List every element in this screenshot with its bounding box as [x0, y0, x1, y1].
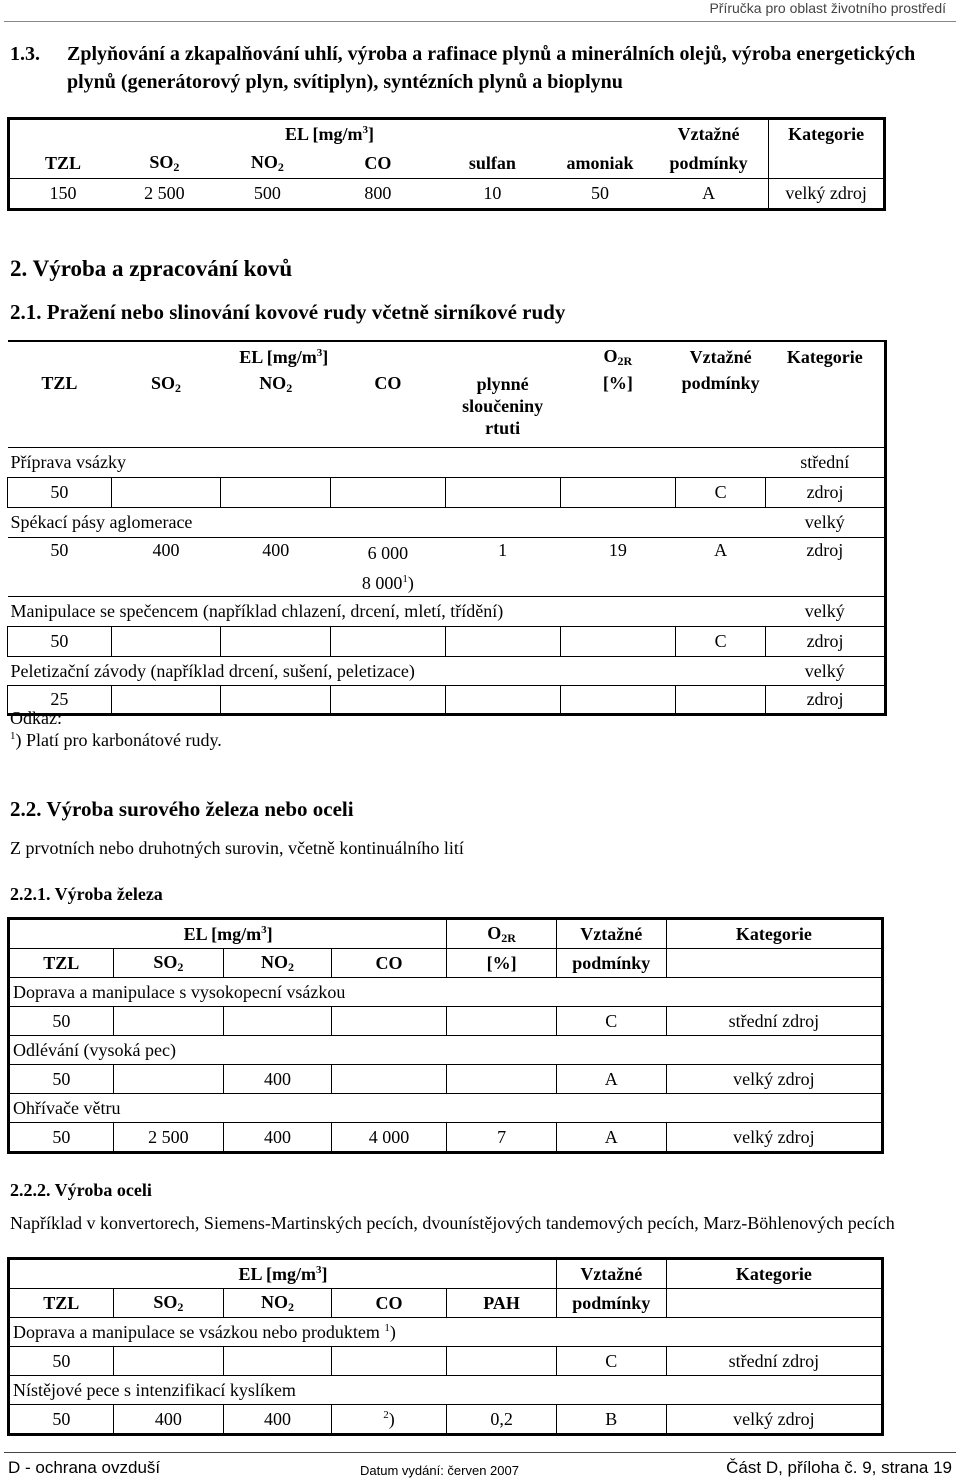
value-cell: 150: [49, 183, 77, 203]
col-co: CO: [331, 949, 447, 978]
section-1-3-heading: [10, 40, 950, 96]
reference-label: Odkaz:: [10, 708, 62, 728]
category-cell: střední: [800, 452, 850, 472]
o2r-header: $O_{2R}$: [603, 346, 633, 368]
value-cell: A: [556, 1065, 666, 1094]
table-1-3-limits: [7, 117, 886, 211]
group-label: Příprava vsázky: [10, 452, 126, 472]
table-2-2-1-limits: [7, 917, 884, 1154]
empty-cell: [224, 1347, 332, 1376]
group-label: Peletizační závody (například drcení, sušení, peletizace): [10, 660, 415, 681]
section-2-2-2-heading: 2.2.2. Výroba oceli: [10, 1180, 152, 1200]
empty-cell: [676, 686, 766, 715]
value-cell: C: [556, 1347, 666, 1376]
col-co: CO: [364, 153, 392, 173]
empty-cell: [445, 627, 560, 657]
footer-date: Datum vydání: červen 2007: [360, 1463, 519, 1478]
table-2-1-limits: [7, 340, 887, 716]
value-cell: A: [556, 1123, 666, 1153]
col-so2: $SO_2$: [149, 152, 180, 174]
empty-cell: [331, 1007, 447, 1036]
empty-cell: [447, 1007, 557, 1036]
section-title: Zplyňování a zkapalňování uhlí, výroba a rafinace plynů a minerálních olejů, výroba energetických plynů (generátorový plyn, svítiplyn), syntézních plynů a bioplynu: [67, 43, 916, 93]
section-2-2-text: Z prvotních nebo druhotných surovin, včetně kontinuálního lití: [10, 838, 464, 858]
value-cell: A: [714, 540, 728, 560]
value-cell: A: [702, 183, 716, 203]
value-cell: 25: [8, 686, 112, 715]
empty-cell: [331, 478, 446, 508]
section-2-2-2-text: Například v konvertorech, Siemens-Martinských pecích, dvounístějových tandemových pecích, Marz-Böhlenových pecích: [10, 1213, 895, 1233]
value-cell: 19: [608, 540, 627, 560]
group-label: Manipulace se spečencem (například chlazení, drcení, mletí, třídění): [10, 601, 504, 621]
value-cell: 2 500: [113, 1123, 224, 1153]
value-cell: 50: [8, 627, 112, 657]
podminky-header: podmínky: [556, 949, 666, 978]
empty-cell: [445, 686, 560, 715]
podminky-header: podmínky: [681, 373, 760, 393]
podminky-header: podmínky: [556, 1289, 666, 1318]
col-sulfan: sulfan: [468, 153, 516, 173]
value-cell: 400: [224, 1405, 332, 1435]
category-cell: velký: [804, 512, 845, 532]
col-co: CO: [331, 1289, 447, 1318]
empty-cell: [447, 1347, 557, 1376]
empty-cell: [331, 1065, 447, 1094]
empty-cell: [113, 1007, 224, 1036]
value-cell: 7: [447, 1123, 557, 1153]
vztazne-header: Vztažné: [689, 347, 752, 367]
group-label: Doprava a manipulace s vysokopecní vsázkou: [13, 981, 346, 1002]
category-cell: střední zdroj: [666, 1347, 882, 1376]
empty-cell: [111, 686, 221, 715]
kategorie-blank: [769, 149, 885, 179]
category-cell: velký zdroj: [666, 1405, 882, 1435]
table-2-2-2-limits: [7, 1257, 884, 1436]
category-cell: zdroj: [806, 540, 844, 560]
category-cell: zdroj: [766, 686, 886, 715]
value-cell: 500: [253, 183, 281, 203]
col-tzl: TZL: [9, 1289, 114, 1318]
value-cell: 50: [9, 1065, 114, 1094]
value-cell: 1: [498, 540, 508, 560]
vztazne-header: Vztažné: [556, 1259, 666, 1289]
category-cell: velký zdroj: [666, 1123, 882, 1153]
empty-cell: [560, 478, 676, 508]
section-number: 1.3.: [10, 43, 40, 65]
blank: [766, 373, 886, 448]
empty-cell: [331, 627, 446, 657]
empty-cell: [445, 478, 560, 508]
value-cell: 10: [483, 183, 502, 203]
el-header: EL $[mg/m^3]$: [284, 124, 374, 144]
col-so2: $SO_2$: [113, 1289, 224, 1318]
category-cell: velký: [804, 660, 845, 681]
footer-page: Část D, příloha č. 9, strana 19: [726, 1458, 952, 1477]
value-cell: 400: [224, 1065, 332, 1094]
vztazne-header: Vztažné: [677, 124, 740, 144]
empty-cell: [113, 1347, 224, 1376]
kategorie-header: Kategorie: [666, 1259, 882, 1289]
empty-cell: [221, 686, 331, 715]
col-mercury: plynné sloučeniny rtuti: [462, 374, 544, 438]
value-cell: 50: [9, 1405, 114, 1435]
value-cell: 50: [9, 1007, 114, 1036]
col-no2: $NO_2$: [224, 949, 332, 978]
col-no2: $NO_2$: [259, 373, 293, 395]
section-2-2-heading: 2.2. Výroba surového železa nebo oceli: [10, 797, 354, 821]
value-cell: 50: [9, 1347, 114, 1376]
group-label: Doprava a manipulace se vsázkou nebo produktem $^1$): [13, 1321, 396, 1342]
group-label: Ohřívače větru: [13, 1097, 121, 1118]
category-cell: střední zdroj: [666, 1007, 882, 1036]
value-cell: C: [676, 478, 766, 508]
o2r-header: $O_{2R}$: [447, 919, 557, 949]
value-cell: C: [556, 1007, 666, 1036]
footer-rule: [4, 1452, 956, 1453]
col-so2: $SO_2$: [151, 373, 182, 395]
value-cell: 50: [50, 540, 69, 560]
empty-cell: [111, 627, 221, 657]
col-amoniak: amoniak: [566, 153, 634, 173]
col-tzl: TZL: [41, 373, 78, 393]
value-cell: 400: [224, 1123, 332, 1153]
col-tzl: TZL: [9, 949, 114, 978]
section-2-heading: 2. Výroba a zpracování kovů: [10, 256, 293, 281]
header-rule: [4, 21, 956, 22]
value-cell: 2 500: [144, 183, 185, 203]
empty-cell: [111, 478, 221, 508]
col-co: CO: [374, 373, 402, 393]
value-cell: 4 000: [331, 1123, 447, 1153]
col-tzl: TZL: [45, 153, 82, 173]
empty-cell: [221, 627, 331, 657]
value-cell: B: [556, 1405, 666, 1435]
group-label: Spékací pásy aglomerace: [10, 512, 193, 532]
el-header: EL $[mg/m^3]$: [183, 923, 273, 944]
value-cell: 800: [364, 183, 392, 203]
running-header: Příručka pro oblast životního prostředí: [709, 0, 946, 16]
col-pah: PAH: [447, 1289, 557, 1318]
value-cell: 6 000 8 $000^1$): [361, 543, 414, 593]
col-so2: $SO_2$: [113, 949, 224, 978]
section-2-1-heading: 2.1. Pražení nebo slinování kovové rudy včetně sirníkové rudy: [10, 300, 566, 324]
value-cell: 50: [9, 1123, 114, 1153]
empty-cell: [560, 686, 676, 715]
col-o2r-pct: [%]: [602, 373, 633, 393]
empty-cell: [447, 1065, 557, 1094]
category-cell: zdroj: [766, 627, 886, 657]
podminky-header: podmínky: [669, 153, 748, 173]
category-cell: velký: [804, 601, 845, 621]
col-no2: $NO_2$: [224, 1289, 332, 1318]
empty-cell: [560, 627, 676, 657]
section-2-2-1-heading: 2.2.1. Výroba železa: [10, 884, 163, 904]
value-cell: $^2$): [331, 1405, 447, 1435]
value-cell: 400: [113, 1405, 224, 1435]
empty-cell: [331, 686, 446, 715]
kategorie-header: Kategorie: [769, 119, 885, 150]
value-cell: 400: [262, 540, 290, 560]
blank: [666, 949, 882, 978]
footer-left: D - ochrana ovzduší: [8, 1458, 161, 1477]
kategorie-header: Kategorie: [786, 347, 863, 367]
value-cell: 50: [8, 478, 112, 508]
empty-cell: [331, 1347, 447, 1376]
group-label: Odlévání (vysoká pec): [13, 1039, 176, 1060]
col-no2: $NO_2$: [250, 152, 284, 174]
el-header: EL $[mg/m^3]$: [239, 347, 329, 367]
group-label: Nístějové pece s intenzifikací kyslíkem: [13, 1379, 296, 1400]
empty-cell: [113, 1065, 224, 1094]
col-o2r-pct: [%]: [447, 949, 557, 978]
blank: [666, 1289, 882, 1318]
vztazne-header: Vztažné: [556, 919, 666, 949]
footnote: $^1$) Platí pro karbonátové rudy.: [10, 730, 222, 750]
kategorie-header: Kategorie: [666, 919, 882, 949]
el-header: EL $[mg/m^3]$: [238, 1263, 328, 1284]
empty-cell: [224, 1007, 332, 1036]
value-cell: 0,2: [447, 1405, 557, 1435]
empty-cell: [221, 478, 331, 508]
value-cell: C: [676, 627, 766, 657]
category-cell: velký zdroj: [666, 1065, 882, 1094]
category-cell: zdroj: [766, 478, 886, 508]
value-cell: 50: [591, 183, 610, 203]
value-cell: velký zdroj: [769, 179, 885, 210]
value-cell: 400: [152, 540, 180, 560]
